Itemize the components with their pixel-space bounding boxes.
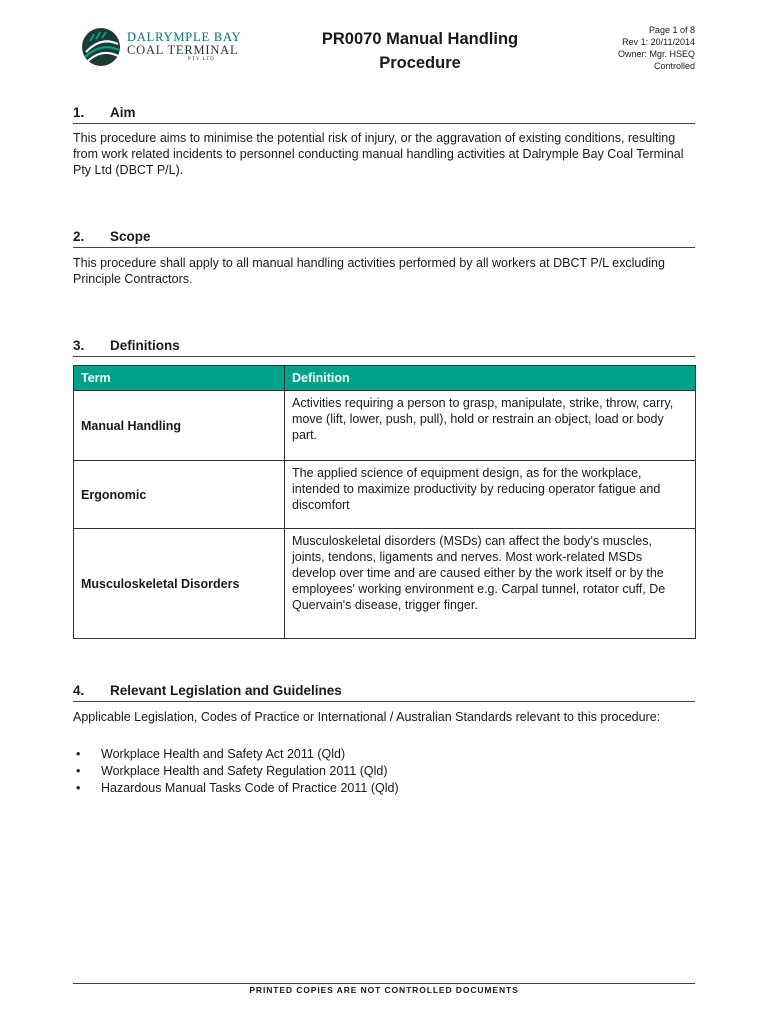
document-title-line1: PR0070 Manual Handling [321,30,519,48]
section-heading-aim [73,105,695,124]
section-number: 4. [73,683,85,698]
term-cell: Manual Handling [74,391,285,461]
section-number: 1. [73,105,85,120]
logo-emblem-icon [80,26,124,68]
column-header-definition: Definition [285,366,696,391]
section-number: 3. [73,338,85,353]
legislation-list [73,746,399,797]
logo-text-line2: COAL TERMINAL [127,43,239,57]
section-title: Aim [110,105,136,120]
table-header-row [74,366,696,391]
column-header-term: Term [74,366,285,391]
section-title: Relevant Legislation and Guidelines [110,683,342,698]
list-item: • Workplace Health and Safety Regulation 2011 (Qld) [73,763,399,780]
definition-cell: Musculoskeletal disorders (MSDs) can affect the body's muscles, joints, tendons, ligaments and nerves. Most work-related MSDs develop over time and are caused either by the work itself or by the employees' working environment e.g. Carpal tunnel, rotator cuff, De Quervain's disease, trigger finger. [285,529,696,639]
company-logo [80,26,240,68]
logo-text-line3: PTY LTD [188,57,215,62]
footer-divider [73,983,695,984]
section-heading-legislation [73,683,695,702]
document-title [290,27,550,75]
definitions-table [73,365,696,639]
table-row [74,461,696,529]
revision: Rev 1: 20/11/2014 [622,37,695,47]
table-row [74,391,696,461]
section-heading-scope [73,229,695,248]
logo-text-line1: DALRYMPLE BAY [127,30,242,44]
definition-cell: The applied science of equipment design, as for the workplace, intended to maximize productivity by reducing operator fatigue and discomfort [285,461,696,529]
owner: Owner: Mgr. HSEQ [617,49,695,59]
legislation-intro: Applicable Legislation, Codes of Practice or International / Australian Standards relevant to this procedure: [73,710,661,724]
document-meta [618,24,695,72]
scope-paragraph: This procedure shall apply to all manual handling activities performed by all workers at DBCT P/L excluding Principle Contractors. [73,256,665,286]
section-title: Definitions [110,338,180,353]
page-number: Page 1 of 8 [648,25,695,35]
aim-paragraph: This procedure aims to minimise the potential risk of injury, or the aggravation of existing conditions, resulting from work related incidents to personnel conducting manual handling activities at Dalrymple Bay Coal Terminal Pty Ltd (DBCT P/L). [73,131,684,177]
document-title-line2: Procedure [379,54,461,72]
list-item: • Workplace Health and Safety Act 2011 (Qld) [73,746,399,763]
definition-cell: Activities requiring a person to grasp, manipulate, strike, throw, carry, move (lift, lower, push, pull), hold or restrain an object, load or body part. [285,391,696,461]
section-number: 2. [73,229,85,244]
footer-notice: PRINTED COPIES ARE NOT CONTROLLED DOCUMENTS [249,985,519,995]
table-row [74,529,696,639]
term-cell: Musculoskeletal Disorders [74,529,285,639]
list-item: • Hazardous Manual Tasks Code of Practice 2011 (Qld) [73,780,399,797]
section-title: Scope [110,229,151,244]
section-heading-definitions [73,338,695,357]
control-status: Controlled [653,61,695,71]
term-cell: Ergonomic [74,461,285,529]
